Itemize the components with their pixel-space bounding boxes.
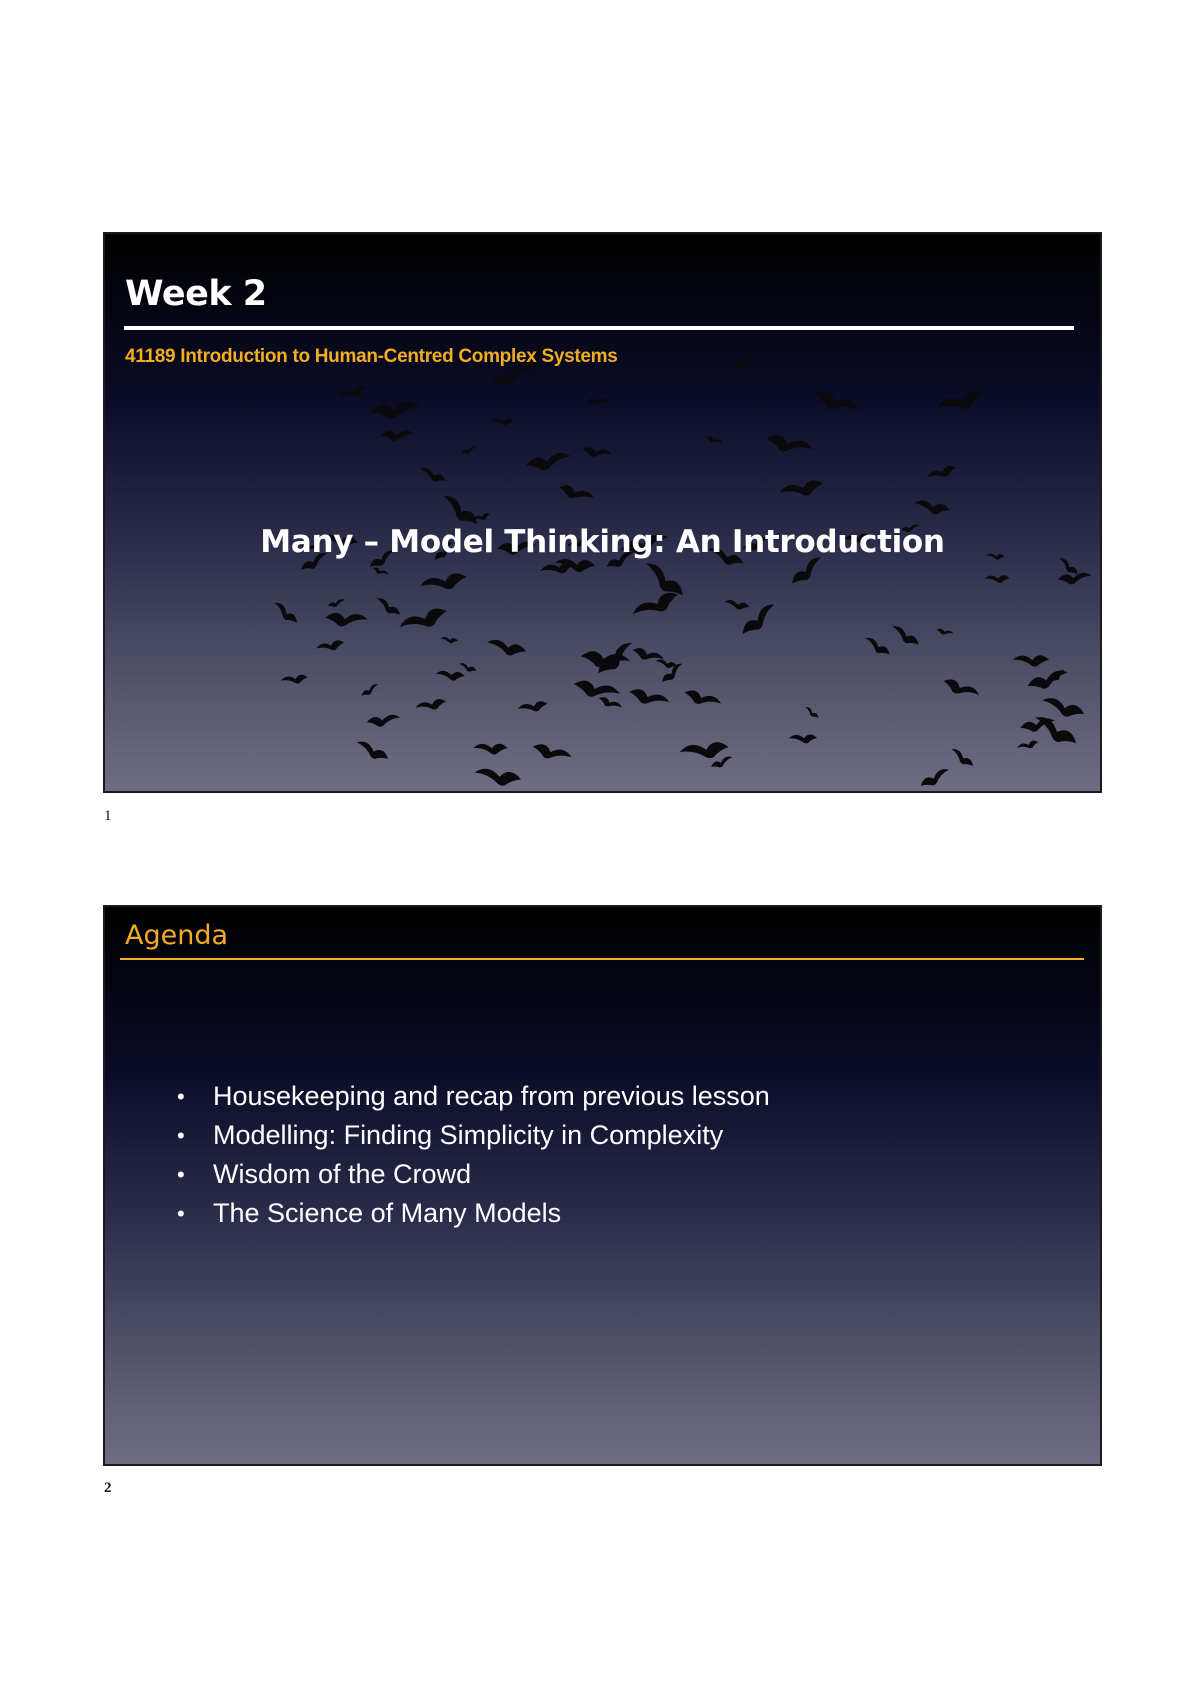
- agenda-heading: Agenda: [125, 920, 229, 951]
- bird-silhouette: [338, 380, 369, 405]
- agenda-item: [177, 1116, 770, 1155]
- bird-silhouette: [517, 696, 549, 717]
- heading-divider: [124, 326, 1074, 330]
- bird-flock-image: [105, 234, 1100, 791]
- bullet-icon: •: [177, 1162, 185, 1187]
- bird-silhouette: [788, 731, 817, 747]
- bird-silhouette: [270, 601, 301, 626]
- bird-silhouette: [418, 467, 447, 484]
- bird-silhouette: [627, 682, 670, 713]
- agenda-item: [177, 1194, 770, 1233]
- bird-silhouette: [803, 706, 821, 720]
- bird-silhouette: [436, 668, 466, 682]
- bird-silhouette: [367, 713, 401, 727]
- bird-silhouette: [936, 626, 954, 639]
- bird-silhouette: [354, 740, 391, 763]
- bird-silhouette: [724, 600, 749, 610]
- bird-silhouette: [1041, 697, 1086, 719]
- agenda-item: [177, 1077, 770, 1116]
- bird-silhouette: [1012, 650, 1050, 670]
- bird-silhouette: [812, 383, 861, 423]
- heading-divider: [120, 958, 1084, 960]
- bird-silhouette: [918, 767, 952, 789]
- bird-silhouette: [487, 639, 527, 656]
- agenda-item-text: Wisdom of the Crowd: [213, 1159, 472, 1189]
- bird-silhouette: [862, 636, 893, 658]
- bird-silhouette: [586, 395, 609, 408]
- bird-silhouette: [926, 461, 957, 486]
- bird-silhouette: [492, 416, 514, 428]
- bird-silhouette: [557, 479, 595, 508]
- slide-2: [103, 905, 1102, 1466]
- bird-silhouette: [415, 694, 448, 716]
- agenda-item: [177, 1155, 770, 1194]
- bullet-icon: •: [177, 1084, 185, 1109]
- bird-silhouette: [381, 427, 415, 444]
- bird-silhouette: [315, 636, 345, 657]
- bird-silhouette: [526, 453, 571, 471]
- bird-silhouette: [1016, 737, 1039, 754]
- page-number: 1: [104, 808, 112, 824]
- bird-silhouette: [572, 673, 622, 707]
- bird-silhouette: [764, 427, 814, 462]
- bird-silhouette: [280, 671, 308, 689]
- bird-silhouette: [888, 624, 922, 648]
- bird-silhouette: [458, 663, 477, 673]
- bird-silhouette: [914, 501, 950, 515]
- bird-silhouette: [419, 566, 468, 599]
- bird-silhouette: [324, 607, 368, 632]
- course-subtitle: 41189 Introduction to Human-Centred Complex Systems: [125, 346, 618, 367]
- bird-silhouette: [398, 600, 450, 640]
- bird-silhouette: [473, 739, 509, 758]
- bullet-icon: •: [177, 1201, 185, 1226]
- agenda-item-text: Modelling: Finding Simplicity in Complexity: [213, 1120, 724, 1150]
- bird-silhouette: [581, 442, 612, 462]
- bird-silhouette: [360, 683, 381, 698]
- agenda-item-text: Housekeeping and recap from previous lesson: [213, 1081, 770, 1111]
- bird-silhouette: [682, 684, 722, 714]
- bird-silhouette: [705, 433, 723, 447]
- bird-silhouette: [1030, 714, 1081, 748]
- bird-silhouette: [1026, 669, 1070, 690]
- slide-title: Many – Model Thinking: An Introduction: [260, 524, 945, 560]
- bird-silhouette: [941, 673, 981, 705]
- page-number: 2: [104, 1480, 112, 1496]
- bird-silhouette: [731, 350, 760, 373]
- slide-1: [103, 232, 1102, 793]
- bird-silhouette: [948, 747, 976, 768]
- bird-silhouette: [935, 383, 987, 422]
- agenda-list: [177, 1077, 770, 1233]
- bird-silhouette: [474, 767, 521, 787]
- bird-silhouette: [531, 737, 573, 768]
- bird-silhouette: [373, 596, 403, 617]
- bullet-icon: •: [177, 1123, 185, 1148]
- bird-silhouette: [778, 473, 824, 505]
- bird-silhouette: [440, 636, 458, 644]
- agenda-item-text: The Science of Many Models: [213, 1198, 562, 1228]
- bird-silhouette: [371, 399, 421, 420]
- bird-silhouette: [372, 564, 389, 578]
- slide-heading: Week 2: [125, 274, 267, 314]
- bird-silhouette: [985, 572, 1011, 586]
- bird-silhouette: [461, 445, 478, 455]
- bird-silhouette: [631, 643, 665, 668]
- bird-silhouette: [597, 693, 623, 714]
- bird-silhouette: [710, 755, 735, 769]
- bird-silhouette: [327, 599, 345, 608]
